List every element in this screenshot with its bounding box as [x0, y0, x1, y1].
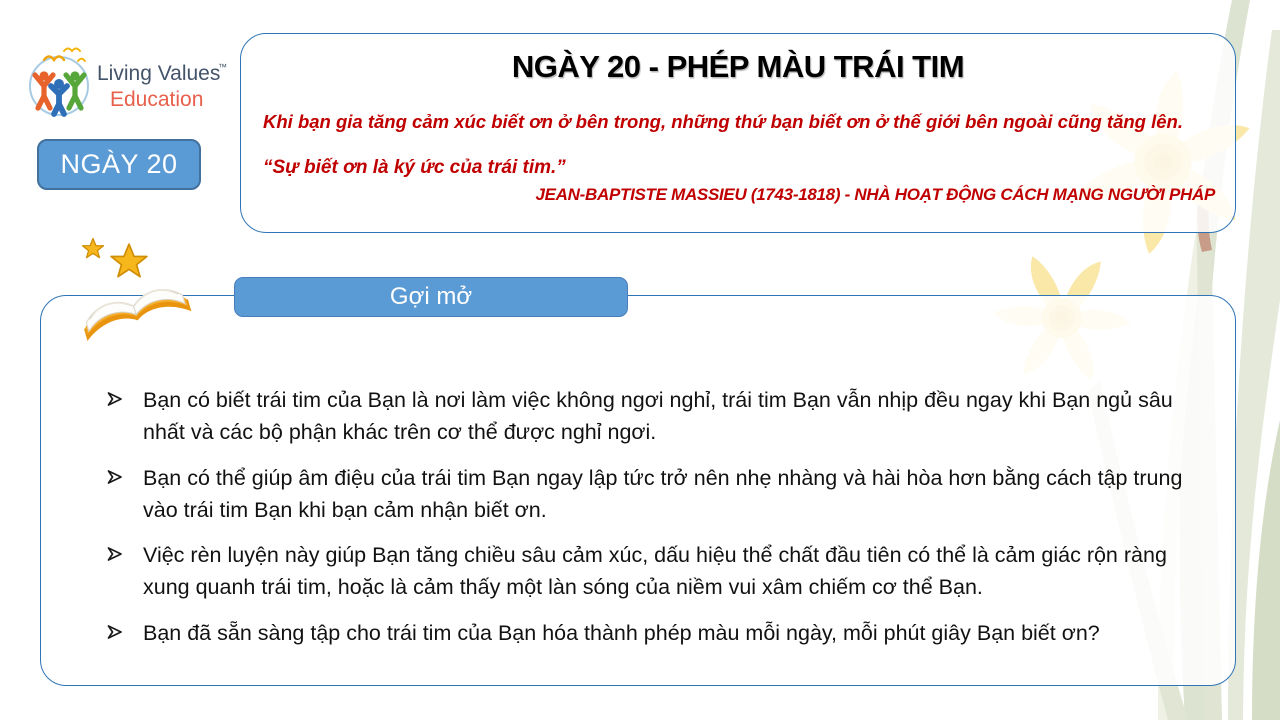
list-item: [103, 462, 1209, 527]
day-badge: [37, 139, 201, 190]
logo-mark-icon: [30, 49, 88, 116]
star-icon: [82, 238, 103, 257]
header-saying: “Sự biết ơn là ký ức của trái tim.”: [263, 157, 566, 178]
header-quote: Khi bạn gia tăng cảm xúc biết ơn ở bên trong, những thứ bạn biết ơn ở thế giới bên ngoài cũng tăng lên.: [263, 111, 1183, 132]
section-tab-goi-mo: [234, 277, 628, 317]
open-book-with-stars-icon: [74, 236, 202, 354]
day-badge-label: NGÀY 20: [60, 149, 178, 179]
section-tab-label: Gợi mở: [389, 283, 473, 310]
arrowhead-bullet-icon: [107, 623, 123, 645]
quote-attribution: JEAN-BAPTISTE MASSIEU (1743-1818) - NHÀ HOẠT ĐỘNG CÁCH MẠNG NGƯỜI PHÁP: [535, 185, 1215, 204]
bullet-text: Bạn có thể giúp âm điệu của trái tim Bạn ngay lập tức trở nên nhẹ nhàng và hài hòa hơn bằng cách tập trung vào trái tim Bạn khi bạn cảm nhận biết ơn.: [143, 465, 1183, 522]
list-item: [103, 539, 1209, 604]
arrowhead-bullet-icon: [107, 468, 123, 490]
bullet-text: Bạn đã sẵn sàng tập cho trái tim của Bạn hóa thành phép màu mỗi ngày, mỗi phút giây Bạn biết ơn?: [143, 620, 1100, 645]
arrowhead-bullet-icon: [107, 390, 123, 412]
header-card: [240, 33, 1236, 233]
slide-title: NGÀY 20 - PHÉP MÀU TRÁI TIM: [511, 49, 965, 84]
arrowhead-bullet-icon: [107, 545, 123, 567]
list-item: [103, 384, 1209, 449]
logo-trademark: ™: [218, 62, 227, 72]
bullet-text: Bạn có biết trái tim của Bạn là nơi làm việc không ngơi nghỉ, trái tim Bạn vẫn nhịp đều ngay khi Bạn ngủ sâu nhất và các bộ phận khác trên cơ thể được nghỉ ngơi.: [143, 388, 1173, 445]
list-item: [103, 617, 1209, 649]
bullet-text: Việc rèn luyện này giúp Bạn tăng chiều sâu cảm xúc, dấu hiệu thể chất đầu tiên có thể là cảm giác rộn ràng xung quanh trái tim, hoặc là cảm thấy một làn sóng của niềm vui xâm chiếm cơ thể Bạn.: [143, 543, 1167, 600]
bullet-list: [41, 296, 1235, 649]
living-values-logo: [22, 44, 227, 120]
logo-text-education: Education: [110, 88, 204, 111]
content-card: [40, 295, 1236, 686]
star-icon: [111, 244, 147, 277]
logo-text-living-values: Living Values: [97, 62, 221, 85]
